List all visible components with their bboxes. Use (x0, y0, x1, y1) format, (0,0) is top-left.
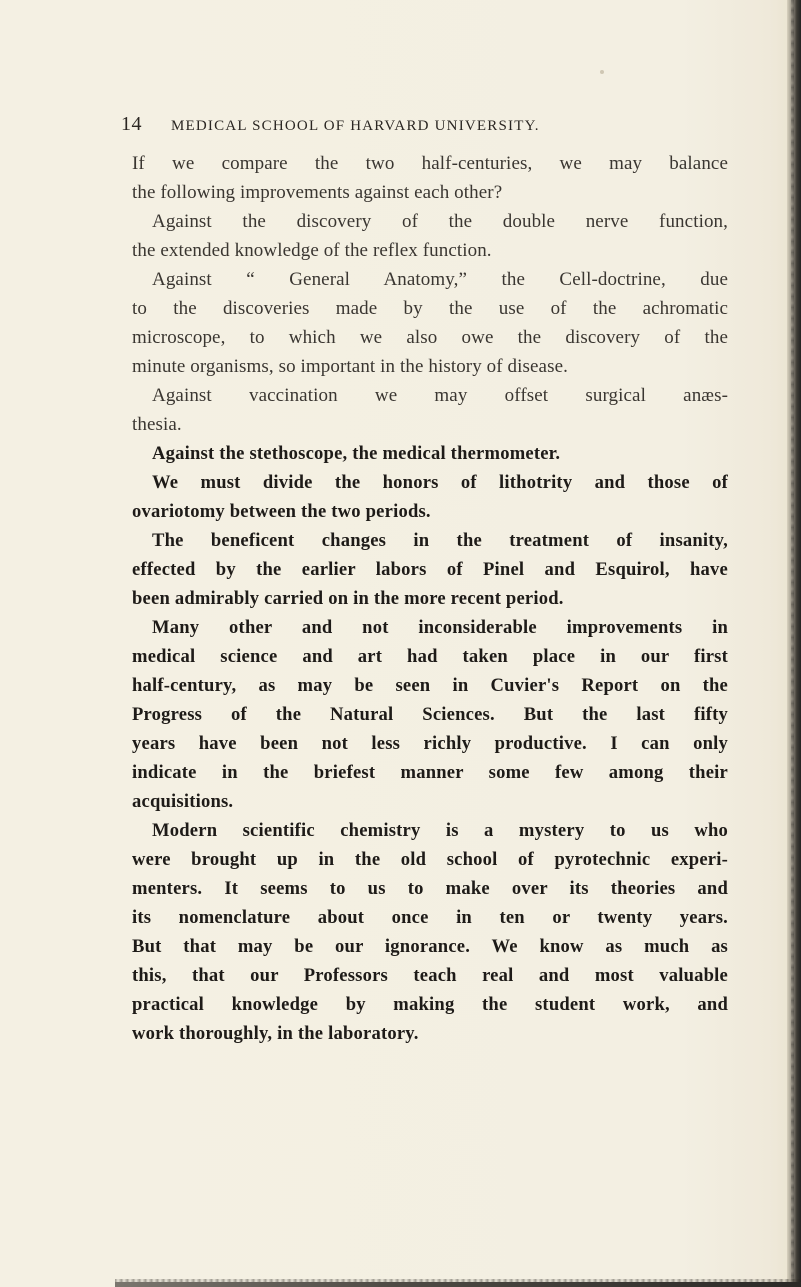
text-line: If we compare the two half-centuries, we may balance (132, 153, 728, 174)
text-line: effected by the earlier labors of Pinel and Esquirol, have (132, 559, 728, 580)
text-line: Against the stethoscope, the medical thermometer. (152, 443, 561, 464)
text-line: practical knowledge by making the student work, and (132, 994, 728, 1015)
text-line: the following improvements against each other? (132, 182, 503, 203)
text-line: the extended knowledge of the reflex function. (132, 240, 492, 261)
page-bottom-edge (115, 1282, 801, 1287)
text-line: work thoroughly, in the laboratory. (132, 1023, 419, 1044)
text-line: its nomenclature about once in ten or twenty years. (132, 907, 728, 928)
text-line: years have been not less richly productive. I can only (132, 733, 728, 754)
text-line: Against vaccination we may offset surgical anæs- (152, 385, 728, 406)
body-text (132, 149, 728, 1048)
text-line: But that may be our ignorance. We know as much as (132, 936, 728, 957)
text-line: to the discoveries made by the use of the achromatic (132, 298, 728, 319)
text-line: acquisitions. (132, 791, 234, 812)
text-line: medical science and art had taken place in our first (132, 646, 728, 667)
text-line: ovariotomy between the two periods. (132, 501, 431, 522)
text-line: Against the discovery of the double nerve function, (152, 211, 728, 232)
text-line: We must divide the honors of lithotrity and those of (152, 472, 728, 493)
text-line: half-century, as may be seen in Cuvier's Report on the (132, 675, 728, 696)
paper-speck (600, 70, 604, 74)
running-head (121, 113, 721, 139)
running-head-title: MEDICAL SCHOOL OF HARVARD UNIVERSITY. (171, 118, 540, 134)
page-number: 14 (121, 113, 142, 135)
text-line: this, that our Professors teach real and most valuable (132, 965, 728, 986)
text-line: indicate in the briefest manner some few among their (132, 762, 728, 783)
text-line: The beneficent changes in the treatment of insanity, (152, 530, 728, 551)
text-line: were brought up in the old school of pyrotechnic experi- (132, 849, 728, 870)
text-line: thesia. (132, 414, 182, 435)
text-line: microscope, to which we also owe the discovery of the (132, 327, 728, 348)
text-line: Progress of the Natural Sciences. But the last fifty (132, 704, 728, 725)
text-line: minute organisms, so important in the history of disease. (132, 356, 568, 377)
text-line: Many other and not inconsiderable improvements in (152, 617, 728, 638)
text-line: menters. It seems to us to make over its theories and (132, 878, 728, 899)
page-edge-binding (787, 0, 801, 1287)
text-line: been admirably carried on in the more recent period. (132, 588, 564, 609)
text-line: Modern scientific chemistry is a mystery to us who (152, 820, 728, 841)
text-line: Against “ General Anatomy,” the Cell-doctrine, due (152, 269, 728, 290)
